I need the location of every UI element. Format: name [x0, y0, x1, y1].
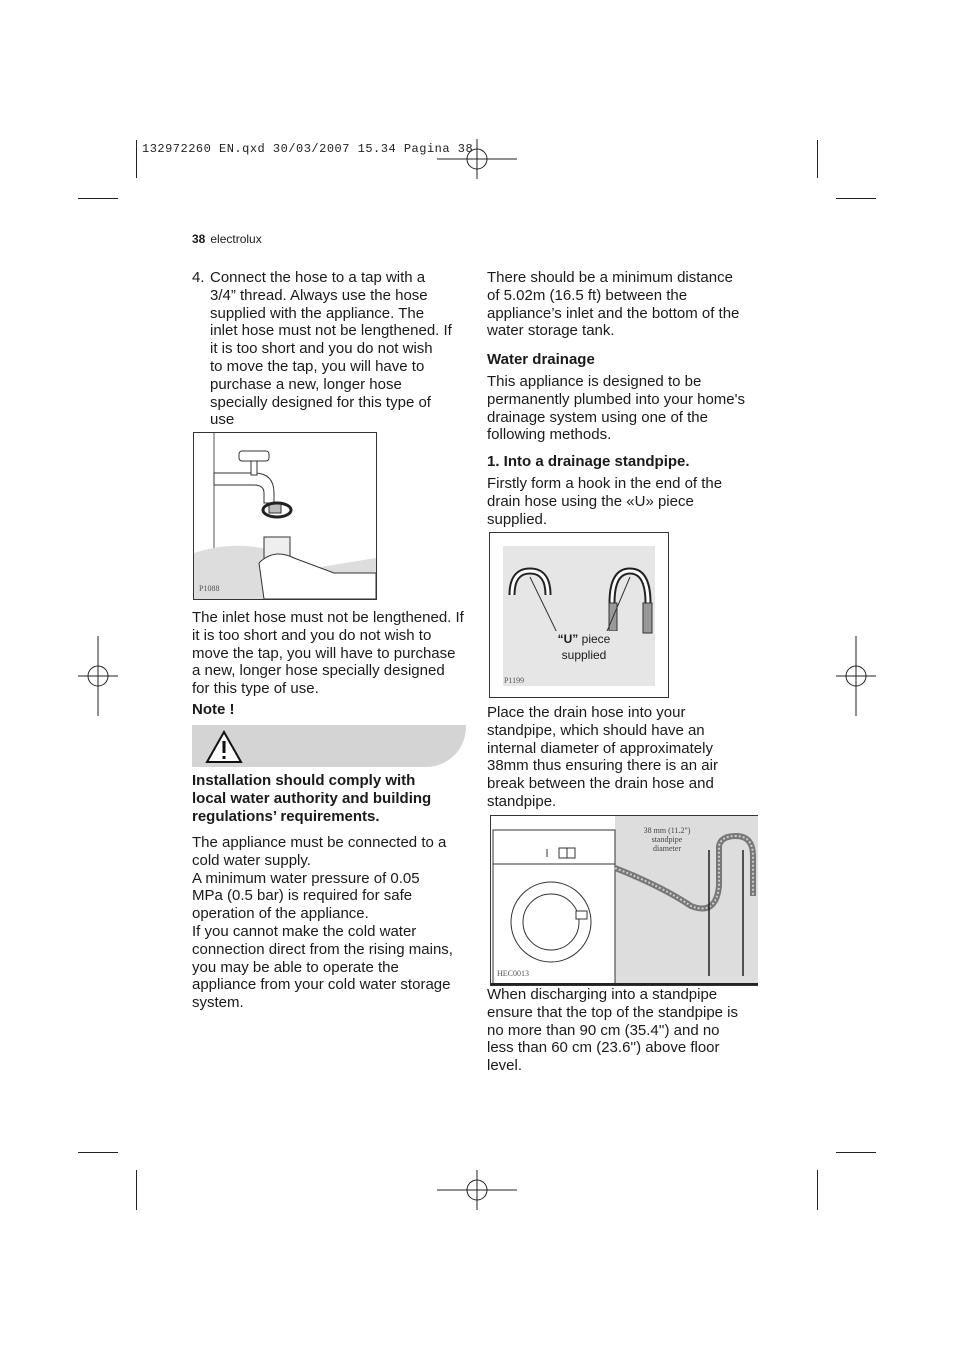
- supplied-label: supplied: [561, 648, 607, 662]
- text-line: supplied with the appliance. The: [210, 304, 425, 322]
- crop-mark: [836, 1152, 876, 1153]
- text-line: use: [210, 411, 235, 429]
- figure-code: HEC0013: [497, 969, 529, 978]
- step-4-text: [210, 269, 472, 429]
- figure-code: P1199: [504, 676, 525, 685]
- note-title: Note !: [192, 701, 235, 718]
- method-1-text: Firstly form a hook in the end of the drain hose using the «U» piece supplied.: [487, 475, 723, 528]
- dimension-line: 38 mm (11.2"): [643, 826, 691, 835]
- u-piece-label: [550, 631, 618, 663]
- warning-bar: [192, 725, 466, 767]
- compliance-warning: Installation should comply with local water authority and building regulations’ requirements.: [192, 772, 432, 825]
- inlet-hose-paragraph: The inlet hose must not be lengthened. If it is too short and you do not wish to move the tap, you will have to purchase a new, longer hose specially designed for this type of use.: [192, 609, 464, 698]
- text-line: to move the tap, you will have to: [210, 357, 425, 375]
- drainage-intro: This appliance is designed to be permanently plumbed into your home's drainage system using one of the following methods.: [487, 373, 746, 444]
- standpipe-illustration: [490, 815, 758, 986]
- water-supply-paragraph: The appliance must be connected to a cold water supply. A minimum water pressure of 0.05 MPa (0.5 bar) is required for safe operation of the appliance. If you cannot make the cold water connection direct from the rising mains, you may be able to operate the appliance from your cold water storage system.: [192, 834, 453, 1012]
- step-number: 4.: [192, 269, 205, 286]
- u-label: “U”: [557, 632, 579, 646]
- text-line: 3/4” thread. Always use the hose: [210, 286, 428, 304]
- registration-mark: [437, 139, 517, 179]
- minimum-distance-paragraph: There should be a minimum distance of 5.02m (16.5 ft) between the appliance’s inlet and the bottom of the water storage tank.: [487, 269, 740, 340]
- place-drain-hose-paragraph: Place the drain hose into your standpipe, which should have an internal diameter of approximately 38mm thus ensuring there is an air break between the drain hose and standpipe.: [487, 704, 718, 810]
- registration-mark: [437, 1170, 517, 1210]
- step-4: [192, 269, 472, 429]
- crop-mark: [817, 140, 818, 178]
- standpipe-diameter-label: [631, 826, 703, 853]
- warning-icon: [204, 729, 244, 765]
- tap-illustration: [193, 432, 377, 600]
- crop-mark: [836, 198, 876, 199]
- brand-name: electrolux: [210, 232, 262, 246]
- figure-code: P1088: [199, 584, 220, 593]
- running-header: [192, 232, 262, 246]
- method-1-title: 1. Into a drainage standpipe.: [487, 453, 690, 470]
- u-piece-illustration: [489, 532, 669, 698]
- text-line: purchase a new, longer hose: [210, 375, 402, 393]
- text-line: inlet hose must not be lengthened. If: [210, 322, 452, 340]
- registration-mark: [78, 636, 118, 716]
- page-number: 38: [192, 232, 206, 246]
- crop-mark: [78, 198, 118, 199]
- crop-mark: [817, 1170, 818, 1210]
- tap-drawing: [194, 433, 376, 599]
- standpipe-height-paragraph: When discharging into a standpipe ensure that the top of the standpipe is no more than 90 cm (35.4'') and no less than 60 cm (23.6'') above floor level.: [487, 986, 739, 1075]
- text-line: it is too short and you do not wish: [210, 340, 433, 358]
- text-line: Connect the hose to a tap with a: [210, 269, 426, 286]
- dimension-line: diameter: [653, 844, 681, 853]
- crop-mark: [78, 1152, 118, 1153]
- dimension-line: standpipe: [651, 835, 683, 844]
- piece-label: piece: [578, 632, 611, 646]
- text-line: specially designed for this type of: [210, 393, 431, 411]
- crop-mark: [136, 1170, 137, 1210]
- u-piece-drawing: [490, 533, 668, 697]
- registration-mark: [836, 636, 876, 716]
- print-slug: 132972260 EN.qxd 30/03/2007 15.34 Pagina 38: [142, 142, 474, 156]
- crop-mark: [136, 140, 137, 178]
- water-drainage-title: Water drainage: [487, 351, 595, 368]
- standpipe-drawing: [491, 816, 758, 985]
